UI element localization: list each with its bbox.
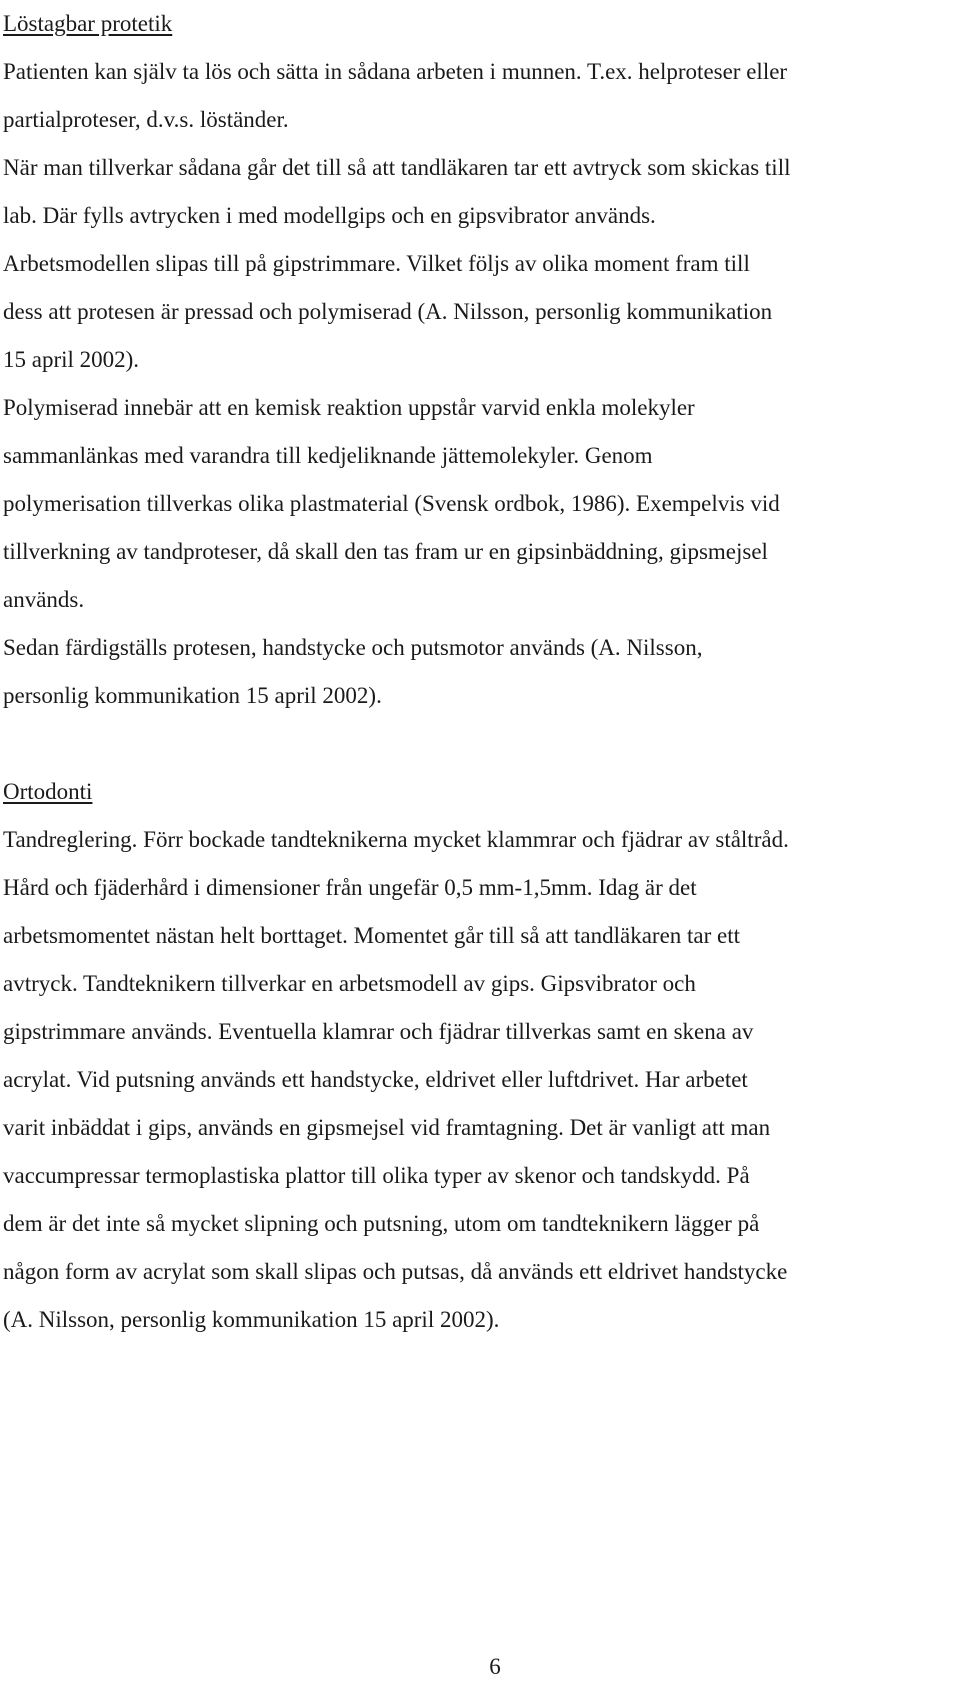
text-line: (A. Nilsson, personlig kommunikation 15 april 2002).: [3, 1307, 500, 1332]
text-line: dess att protesen är pressad och polymiserad (A. Nilsson, personlig kommunikation: [3, 299, 773, 324]
text-line: personlig kommunikation 15 april 2002).: [3, 683, 382, 708]
text-line: Sedan färdigställs protesen, handstycke och putsmotor används (A. Nilsson,: [3, 635, 703, 660]
page-number: 6: [489, 1654, 501, 1679]
text-line: Hård och fjäderhård i dimensioner från ungefär 0,5 mm-1,5mm. Idag är det: [3, 875, 697, 900]
section-body-lostagbar-protetik: [3, 48, 953, 720]
text-line: 15 april 2002).: [3, 347, 140, 372]
section-spacer: [3, 720, 953, 768]
text-line: används.: [3, 587, 85, 612]
text-line: partialproteser, d.v.s. löständer.: [3, 107, 289, 132]
text-line: lab. Där fylls avtrycken i med modellgips och en gipsvibrator används.: [3, 203, 656, 228]
text-line: tillverkning av tandproteser, då skall den tas fram ur en gipsinbäddning, gipsmejsel: [3, 539, 768, 564]
text-line: någon form av acrylat som skall slipas och putsas, då används ett eldrivet handstycke: [3, 1259, 788, 1284]
text-line: Arbetsmodellen slipas till på gipstrimmare. Vilket följs av olika moment fram till: [3, 251, 750, 276]
text-line: arbetsmomentet nästan helt borttaget. Momentet går till så att tandläkaren tar ett: [3, 923, 741, 948]
text-line: Polymiserad innebär att en kemisk reaktion uppstår varvid enkla molekyler: [3, 395, 695, 420]
section-body-ortodonti: [3, 816, 953, 1344]
section-heading-lostagbar-protetik: Löstagbar protetik: [3, 11, 173, 36]
text-line: varit inbäddat i gips, används en gipsmejsel vid framtagning. Det är vanligt att man: [3, 1115, 771, 1140]
text-line: Patienten kan själv ta lös och sätta in sådana arbeten i munnen. T.ex. helproteser eller: [3, 59, 788, 84]
text-line: Tandreglering. Förr bockade tandteknikerna mycket klammrar och fjädrar av ståltråd.: [3, 827, 789, 852]
section-heading-ortodonti: Ortodonti: [3, 779, 93, 804]
text-line: När man tillverkar sådana går det till så att tandläkaren tar ett avtryck som skickas till: [3, 155, 791, 180]
text-line: dem är det inte så mycket slipning och putsning, utom om tandteknikern lägger på: [3, 1211, 760, 1236]
document-page: [3, 0, 953, 1344]
text-line: vaccumpressar termoplastiska plattor till olika typer av skenor och tandskydd. På: [3, 1163, 750, 1188]
text-line: gipstrimmare används. Eventuella klamrar och fjädrar tillverkas samt en skena av: [3, 1019, 754, 1044]
text-line: sammanlänkas med varandra till kedjeliknande jättemolekyler. Genom: [3, 443, 653, 468]
text-line: acrylat. Vid putsning används ett handstycke, eldrivet eller luftdrivet. Har arbetet: [3, 1067, 748, 1092]
text-line: avtryck. Tandteknikern tillverkar en arbetsmodell av gips. Gipsvibrator och: [3, 971, 696, 996]
text-line: polymerisation tillverkas olika plastmaterial (Svensk ordbok, 1986). Exempelvis vid: [3, 491, 780, 516]
